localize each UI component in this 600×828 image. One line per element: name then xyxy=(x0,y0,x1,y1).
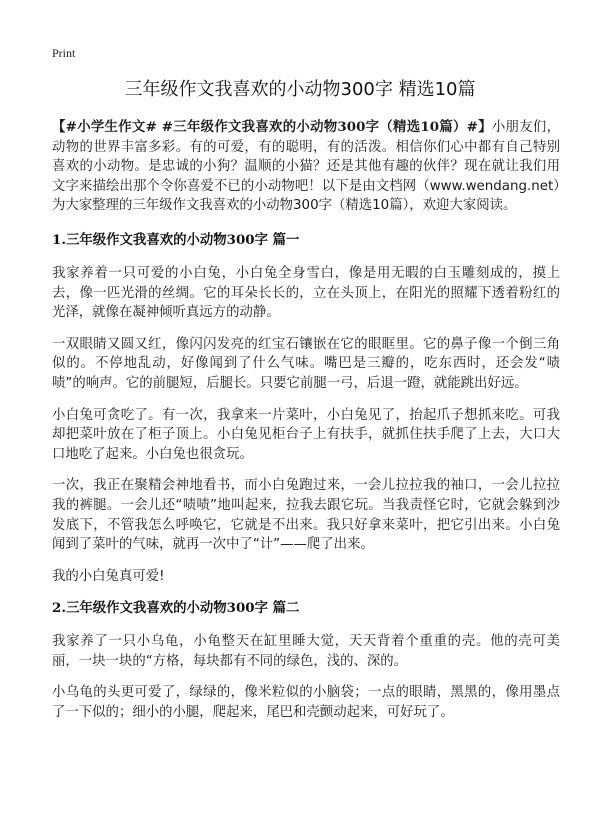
paragraph: 一次，我正在聚精会神地看书，而小白兔跑过来，一会儿拉拉我的袖口，一会儿拉拉我的裤腿。一会儿还“啧啧”地叫起来，拉我去跟它玩。当我责怪它时，它就会躲到沙发底下，不管我怎么呼唤它，它就是不出来。我只好拿来菜叶，把它引出来。小白兔闻到了菜叶的气味，就再一次中了“计”——爬了出来。 xyxy=(52,478,560,553)
paragraph: 小乌龟的头更可爱了，绿绿的，像米粒似的小脑袋；一点的眼睛，黑黑的，像用墨点了一下似的；细小的小腿，爬起来，尾巴和壳颤动起来，可好玩了。 xyxy=(52,685,560,721)
paragraph: 我的小白兔真可爱! xyxy=(52,568,165,584)
document-body xyxy=(52,118,560,735)
intro-lead: 【#小学生作文# #三年级作文我喜欢的小动物300字（精选10篇）#】 xyxy=(52,119,492,135)
intro-paragraph xyxy=(52,118,560,216)
paragraph: 我家养了一只小乌龟，小龟整天在缸里睡大觉，天天背着个重重的壳。他的壳可美丽，一块一块的“方格，每块都有不同的绿色，浅的、深的。 xyxy=(52,634,560,669)
section-heading: 1.三年级作文我喜欢的小动物300字 篇一 xyxy=(52,231,300,248)
intro-text: 小朋友们，动物的世界丰富多彩。有的可爱，有的聪明，有的活泼。相信你们心中都有自己特别喜欢的小动物。是忠诚的小狗？温顺的小猫？还是其他有趣的伙伴？现在就让我们用文字来描绘出那个令你喜爱不已的小动物吧！以下是由文档网（www.wendang.net）为大家整理的三年级作文我喜欢的小动物300字（精选10篇），欢迎大家阅读。 xyxy=(52,120,560,214)
section-heading: 2.三年级作文我喜欢的小动物300字 篇二 xyxy=(52,600,300,617)
paragraph: 我家养着一只可爱的小白兔，小白兔全身雪白，像是用无暇的白玉雕刻成的，摸上去，像一匹光滑的丝绸。它的耳朵长长的，立在头顶上，在阳光的照耀下透着粉红的光泽，就像在凝神倾听真远方的动静。 xyxy=(52,265,560,321)
paragraph: 小白兔可贪吃了。有一次，我拿来一片菜叶，小白兔见了，抬起爪子想抓来吃。可我却把菜叶放在了柜子顶上。小白兔见柜台子上有扶手，就抓住扶手爬了上去，大口大口地吃了起来。小白兔也很贪玩。 xyxy=(52,407,560,462)
section-1 xyxy=(52,230,560,586)
print-label: Print xyxy=(52,46,76,60)
section-2 xyxy=(52,598,560,722)
document-title: 三年级作文我喜欢的小动物300字 精选10篇 xyxy=(124,79,476,100)
paragraph: 一双眼睛又圆又红，像闪闪发亮的红宝石镶嵌在它的眼眶里。它的鼻子像一个倒三角似的。不停地乱动，好像闻到了什么气味。嘴巴是三瓣的，吃东西时，还会发“啧啧”的响声。它的前腿短，后腿长。只要它前腿一弓，后退一蹬，就能跳出好远。 xyxy=(52,336,560,391)
